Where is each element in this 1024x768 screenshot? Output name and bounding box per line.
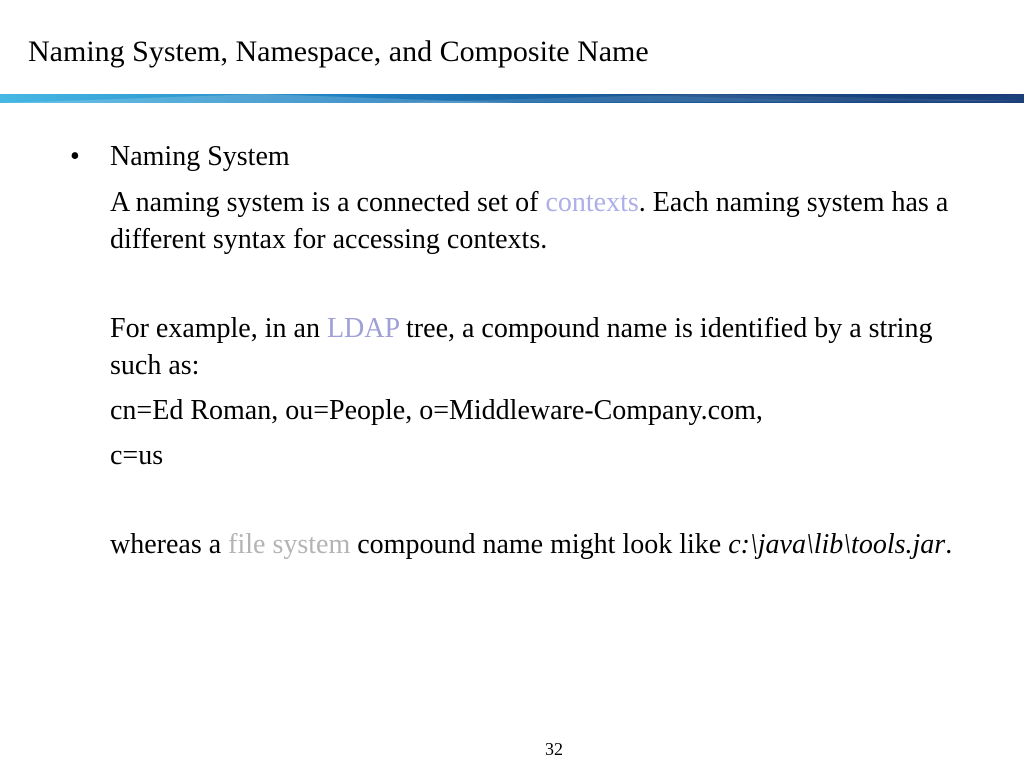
file-path: c:\java\lib\tools.jar: [728, 529, 946, 560]
fs-text-end: .: [945, 529, 953, 560]
ldap-name-line-1: cn=Ed Roman, ou=People, o=Middleware-Company.com,: [110, 395, 763, 426]
definition-text-end: . Each naming system has a different syntax for accessing contexts.: [110, 187, 949, 255]
slide-body: [70, 138, 970, 563]
ldap-text-start: For example, in an: [110, 313, 327, 344]
fs-text-start: whereas a: [110, 529, 229, 560]
slide-title: Naming System, Namespace, and Composite Name: [28, 35, 649, 68]
ldap-text-end: tree, a compound name is identified by a string such as:: [110, 313, 933, 381]
page-number: 32: [545, 739, 563, 759]
ldap-name-line-2: c=us: [110, 440, 164, 471]
fs-text-mid: compound name might look like: [350, 529, 729, 560]
paragraph-ldap-example: [110, 310, 970, 384]
bullet-item: [70, 138, 970, 178]
bullet-heading: Naming System: [110, 141, 290, 172]
definition-text-start: A naming system is a connected set of: [110, 187, 546, 218]
file-system-link[interactable]: file system: [228, 529, 351, 560]
title-accent-rule: [0, 94, 1024, 103]
bullet-icon: •: [70, 141, 80, 172]
accent-rule-graphic: [0, 94, 1024, 103]
paragraph-file-system-example: [110, 526, 970, 563]
contexts-link[interactable]: contexts: [545, 187, 639, 218]
paragraph-definition: [110, 184, 970, 258]
ldap-link[interactable]: LDAP: [326, 313, 400, 344]
